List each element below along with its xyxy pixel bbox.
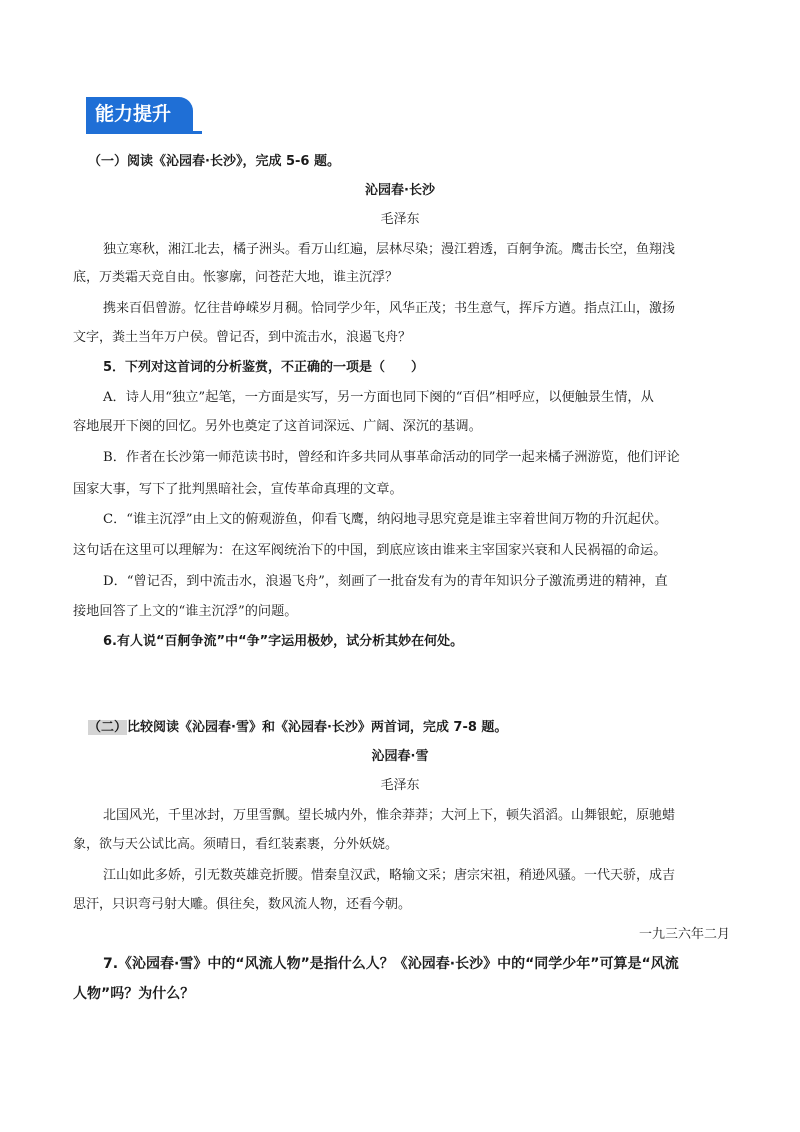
option-a-cont: 容地展开下阕的回忆。另外也奠定了这首词深远、广阔、深沉的基调。 [73,419,482,434]
part1-author: 毛泽东 [380,212,420,227]
part1-poem-line: 底，万类霜天竞自由。怅寥廓，问苍茫大地，谁主沉浮？ [73,270,399,285]
part2-poem-line: 象，欲与天公试比高。须晴日，看红装素裹，分外妖娆。 [73,837,399,852]
part2-heading-text: 比较阅读《沁园春·雪》和《沁园春·长沙》两首词，完成 7-8 题。 [127,720,508,735]
option-d-cont: 接地回答了上文的“谁主沉浮”的问题。 [73,604,298,619]
part2-heading [88,716,507,735]
question-5: 5．下列对这首词的分析鉴赏，不正确的一项是（ ） [103,360,425,375]
section-badge-underline [86,131,202,134]
option-c: C．“谁主沉浮”由上文的俯观游鱼，仰看飞鹰，纳闷地寻思究竟是谁主宰着世间万物的升沉起伏。 [103,512,668,527]
part2-poem-line: 北国风光，千里冰封，万里雪飘。望长城内外，惟余莽莽；大河上下，顿失滔滔。山舞银蛇，原驰蜡 [103,808,676,823]
part1-heading: （一）阅读《沁园春·长沙》，完成 5-6 题。 [88,154,340,169]
part1-poem-line: 独立寒秋，湘江北去，橘子洲头。看万山红遍，层林尽染；漫江碧透，百舸争流。鹰击长空，鱼翔浅 [103,242,676,257]
part2-poem-line: 思汗，只识弯弓射大雕。俱往矣，数风流人物，还看今朝。 [73,897,412,912]
part2-author: 毛泽东 [380,778,420,793]
option-b-cont: 国家大事，写下了批判黑暗社会，宣传革命真理的文章。 [73,482,403,497]
option-b: B．作者在长沙第一师范读书时，曾经和许多共同从事革命活动的同学一起来橘子洲游览，他们评论 [103,450,680,465]
part1-poem-title: 沁园春·长沙 [365,183,435,198]
part1-poem-line: 携来百侣曾游。忆往昔峥嵘岁月稠。恰同学少年，风华正茂；书生意气，挥斥方遒。指点江山，激扬 [103,301,676,316]
question-7-cont: 人物”吗？为什么？ [73,986,195,1002]
option-c-cont: 这句话在这里可以理解为：在这军阀统治下的中国，到底应该由谁来主宰国家兴衰和人民祸福的命运。 [73,543,667,558]
section-badge: 能力提升 [86,97,193,131]
poem-date: 一九三六年二月 [638,927,730,942]
question-6: 6.有人说“百舸争流”中“争”字运用极妙，试分析其妙在何处。 [103,634,464,649]
option-d: D．“曾记否，到中流击水，浪遏飞舟”，刻画了一批奋发有为的青年知识分子激流勇进的精神，直 [103,574,668,589]
option-a: A．诗人用“独立”起笔，一方面是实写，另一方面也同下阕的“百侣”相呼应，以便触景生情，从 [103,390,654,405]
part1-poem-line: 文字，粪土当年万户侯。曾记否，到中流击水，浪遏飞舟？ [73,330,412,345]
part2-heading-tag: （二） [88,720,128,735]
part2-poem-line: 江山如此多娇，引无数英雄竞折腰。惜秦皇汉武，略输文采；唐宗宋祖，稍逊风骚。一代天骄，成吉 [103,868,676,883]
part2-poem-title: 沁园春·雪 [371,749,429,764]
question-7: 7.《沁园春·雪》中的“风流人物”是指什么人？《沁园春·长沙》中的“同学少年”可算是“风流 [103,956,679,972]
